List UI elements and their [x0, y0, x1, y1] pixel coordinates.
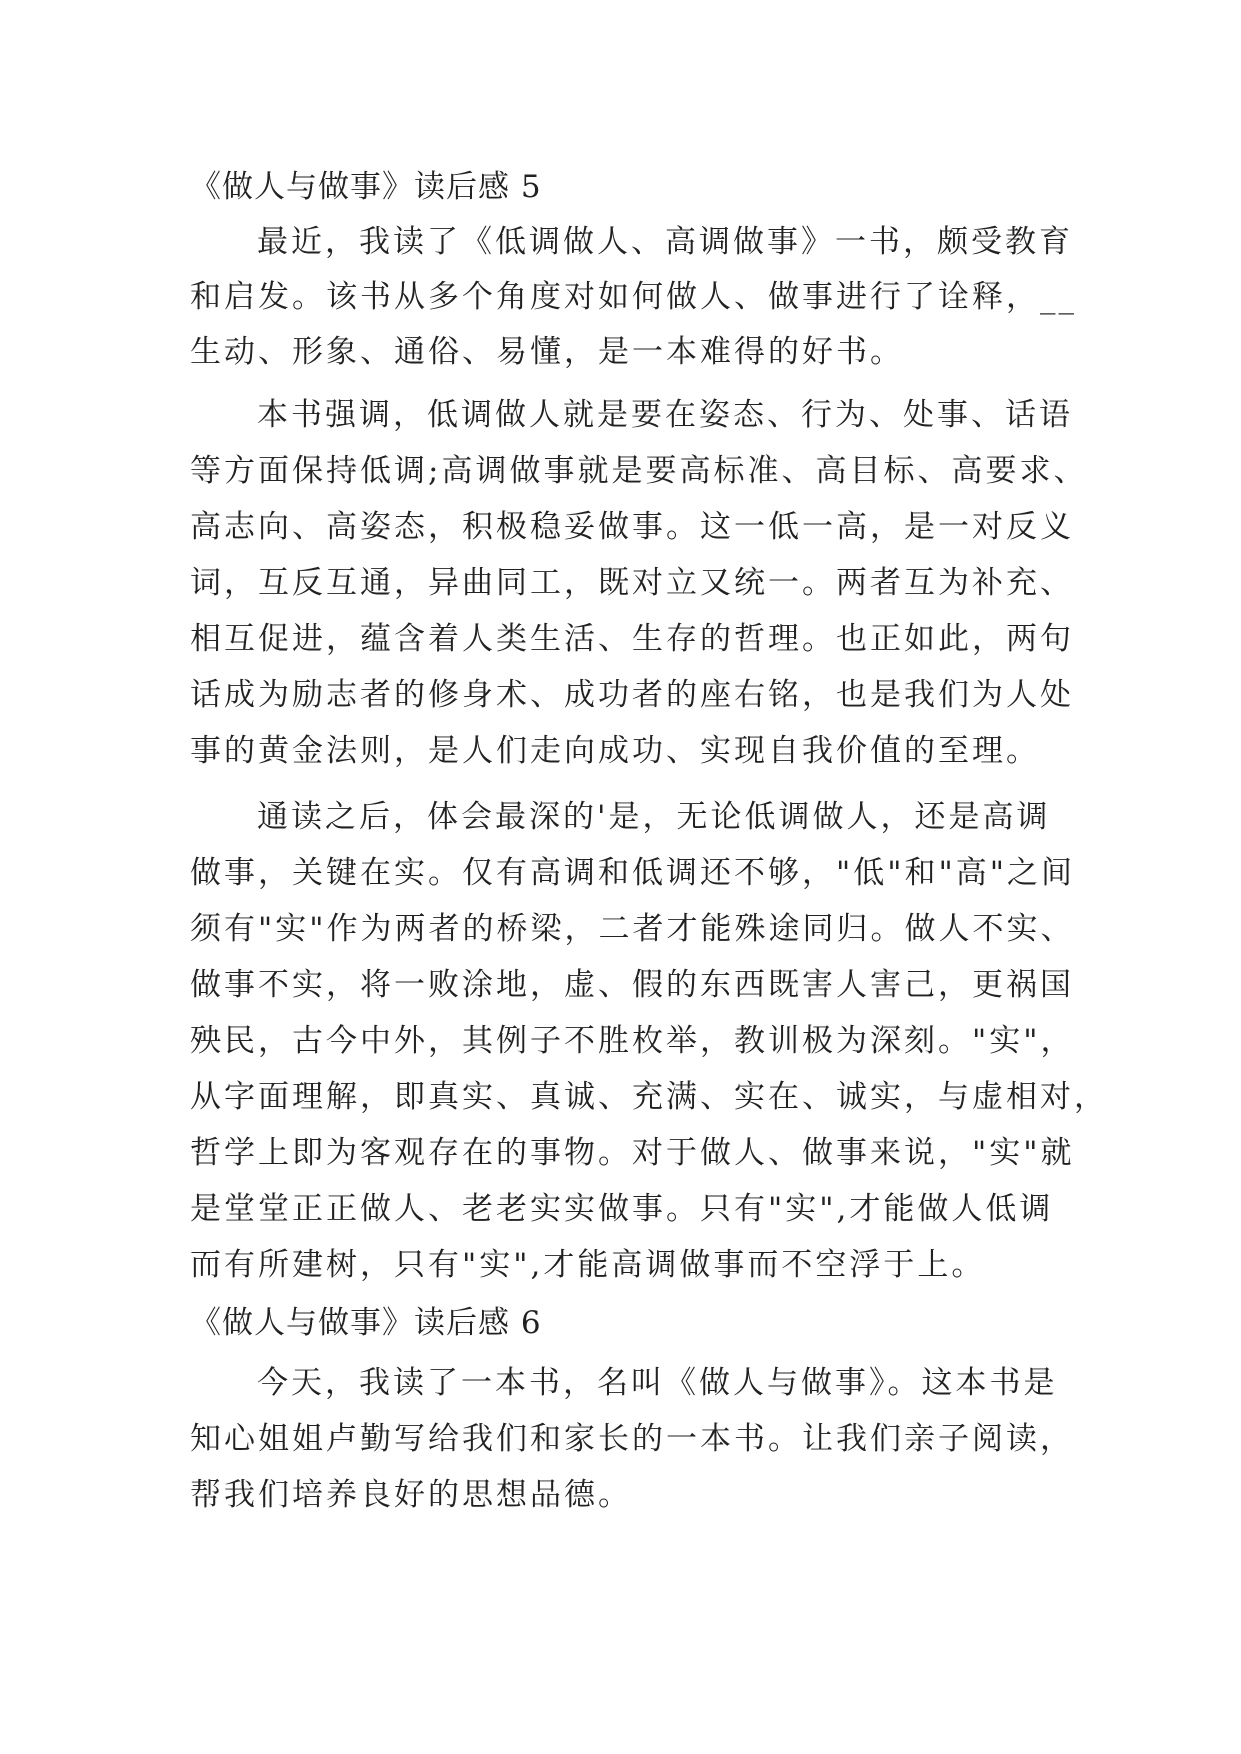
paragraph-line: 最近，我读了《低调做人、高调做事》一书，颇受教育 — [257, 224, 1073, 260]
paragraph-line: 而有所建树，只有"实",才能高调做事而不空浮于上。 — [190, 1247, 986, 1283]
paragraph-line: 做事不实，将一败涂地，虚、假的东西既害人害己，更祸国 — [190, 967, 1074, 1003]
paragraph-line: 做事，关键在实。仅有高调和低调还不够，"低"和"高"之间 — [190, 855, 1076, 891]
paragraph-line: 等方面保持低调;高调做事就是要高标准、高目标、高要求、 — [190, 453, 1088, 489]
paragraph-line: 事的黄金法则，是人们走向成功、实现自我价值的至理。 — [190, 733, 1040, 769]
section-title: 《做人与做事》读后感 5 — [190, 169, 542, 205]
paragraph-line: 今天，我读了一本书，名叫《做人与做事》。这本书是 — [257, 1365, 1058, 1401]
paragraph-line: 通读之后，体会最深的'是，无论低调做人，还是高调 — [257, 799, 1051, 835]
paragraph-line: 知心姐姐卢勤写给我们和家长的一本书。让我们亲子阅读， — [190, 1421, 1074, 1457]
paragraph-line: 是堂堂正正做人、老老实实做事。只有"实",才能做人低调 — [190, 1191, 1054, 1227]
paragraph-line: 话成为励志者的修身术、成功者的座右铭，也是我们为人处 — [190, 677, 1074, 713]
paragraph-line: 词，互反互通，异曲同工，既对立又统一。两者互为补充、 — [190, 565, 1074, 601]
paragraph-line: 从字面理解，即真实、真诚、充满、实在、诚实，与虚相对， — [190, 1079, 1108, 1115]
paragraph-line: 哲学上即为客观存在的事物。对于做人、做事来说，"实"就 — [190, 1135, 1075, 1171]
paragraph-line: 生动、形象、通俗、易懂，是一本难得的好书。 — [190, 334, 904, 370]
paragraph-line: 相互促进，蕴含着人类生活、生存的哲理。也正如此，两句 — [190, 621, 1074, 657]
paragraph-line: 帮我们培养良好的思想品德。 — [190, 1477, 632, 1513]
paragraph-line: 和启发。该书从多个角度对如何做人、做事进行了诠释，__ — [190, 279, 1077, 315]
paragraph-line: 殃民，古今中外，其例子不胜枚举，教训极为深刻。"实"， — [190, 1023, 1075, 1059]
paragraph-line: 须有"实"作为两者的桥梁，二者才能殊途同归。做人不实、 — [190, 911, 1075, 947]
paragraph-line: 高志向、高姿态，积极稳妥做事。这一低一高，是一对反义 — [190, 509, 1074, 545]
section-title: 《做人与做事》读后感 6 — [190, 1305, 542, 1341]
paragraph-line: 本书强调，低调做人就是要在姿态、行为、处事、话语 — [257, 397, 1073, 433]
